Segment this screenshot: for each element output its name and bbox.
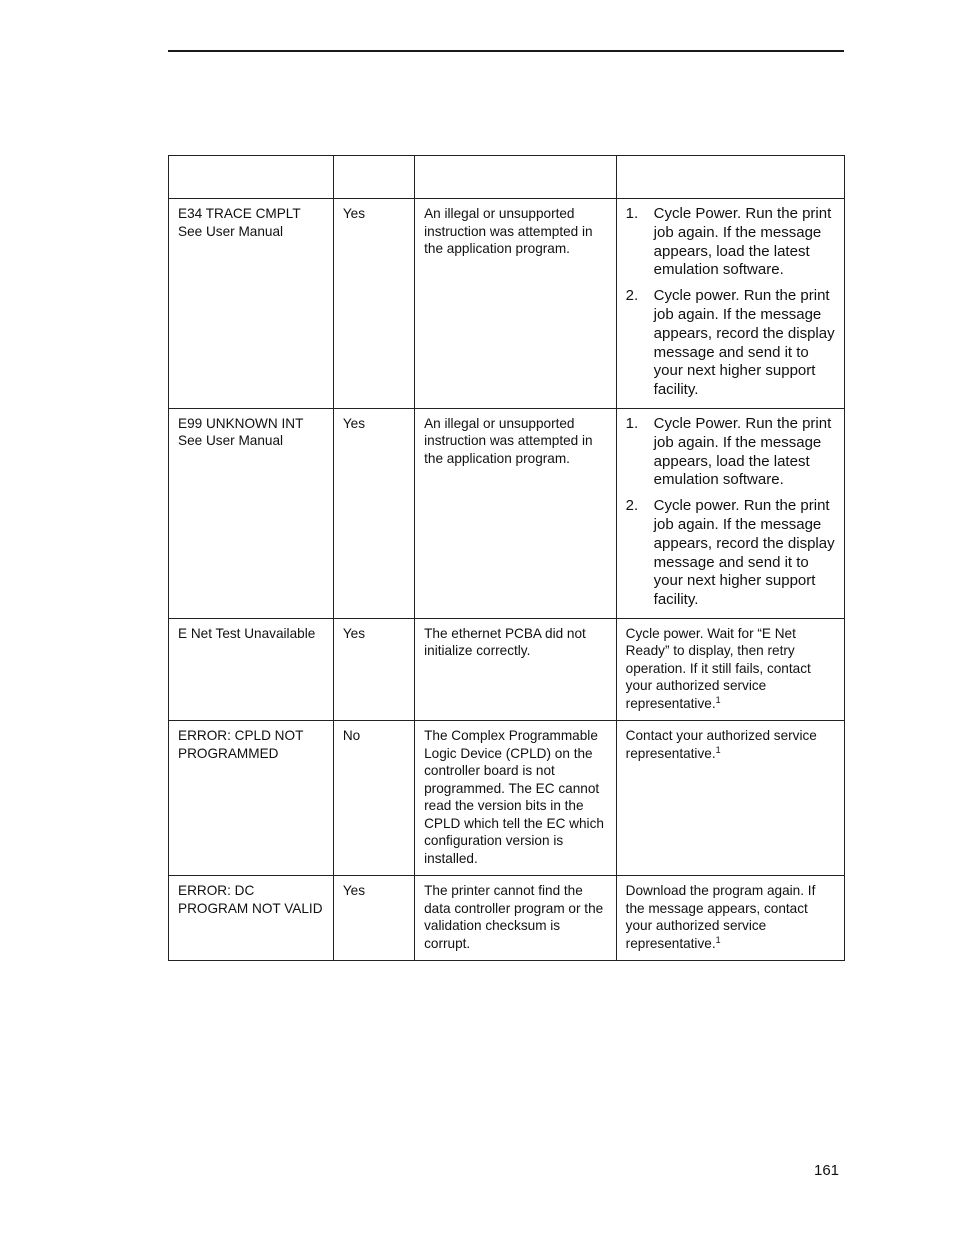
message-cell [169, 876, 334, 961]
explanation-cell: The printer cannot find the data controller program or the validation checksum is corrupt. [415, 876, 617, 961]
header-cell [169, 156, 334, 199]
message-line: ERROR: DC PROGRAM NOT VALID [178, 883, 323, 916]
message-line: E34 TRACE CMPLT [178, 206, 301, 221]
action-step [626, 497, 835, 610]
explanation-cell: An illegal or unsupported instruction was attempted in the application program. [415, 199, 617, 409]
table-row [169, 876, 845, 961]
table-header-row [169, 156, 845, 199]
explanation-cell: The ethernet PCBA did not initialize correctly. [415, 618, 617, 721]
header-cell [616, 156, 844, 199]
step-number: 1. [625, 414, 639, 432]
action-cell [616, 876, 844, 961]
header-rule [168, 50, 844, 52]
flag-cell: Yes [333, 199, 414, 409]
footnote-marker: 1 [715, 744, 721, 755]
step-text: Cycle Power. Run the print job again. If the message appears, load the latest emulation software. [653, 205, 832, 279]
table-row [169, 721, 845, 876]
footnote-marker: 1 [715, 694, 721, 705]
message-line: See User Manual [178, 223, 284, 239]
header-cell [333, 156, 414, 199]
step-text: Cycle power. Run the print job again. If the message appears, record the display message and send it to your next higher support facility. [653, 287, 835, 399]
action-text: Download the program again. If the message appears, contact your authorized service representative. [625, 883, 816, 951]
action-step [626, 415, 835, 490]
table-row [169, 408, 845, 618]
step-number: 1. [625, 205, 639, 222]
action-text: Contact your authorized service representative. [625, 728, 817, 761]
action-cell [616, 721, 844, 876]
action-steps [626, 415, 835, 610]
flag-cell: Yes [333, 618, 414, 721]
explanation-cell: The Complex Programmable Logic Device (CPLD) on the controller board is not programmed. The EC cannot read the version bits in the CPLD which tell the EC which configuration version is installed. [415, 721, 617, 876]
action-cell [616, 408, 844, 618]
flag-cell: Yes [333, 876, 414, 961]
action-step [626, 287, 835, 400]
explanation-cell: An illegal or unsupported instruction was attempted in the application program. [415, 408, 617, 618]
step-number: 2. [625, 287, 639, 305]
message-line: ERROR: CPLD NOT PROGRAMMED [178, 728, 304, 761]
message-cell [169, 408, 334, 618]
message-cell [169, 618, 334, 721]
footnote-marker: 1 [715, 934, 721, 945]
message-line: See User Manual [178, 433, 284, 449]
table-row [169, 618, 845, 721]
flag-cell: Yes [333, 408, 414, 618]
message-cell [169, 721, 334, 876]
page-number: 161 [814, 1162, 840, 1179]
header-cell [415, 156, 617, 199]
action-cell [616, 618, 844, 721]
table-row [169, 199, 845, 409]
error-message-table [168, 155, 845, 961]
step-text: Cycle power. Run the print job again. If the message appears, record the display message and send it to your next higher support facility. [653, 497, 835, 609]
step-number: 2. [625, 497, 639, 515]
step-text: Cycle Power. Run the print job again. If the message appears, load the latest emulation software. [653, 414, 832, 489]
message-line: E99 UNKNOWN INT [178, 415, 304, 431]
action-text: Cycle power. Wait for “E Net Ready” to display, then retry operation. If it still fails, contact your authorized service representative. [625, 625, 811, 711]
message-line: E Net Test Unavailable [178, 625, 316, 641]
flag-cell: No [333, 721, 414, 876]
action-step [626, 205, 835, 280]
action-steps [626, 205, 835, 400]
message-cell [169, 199, 334, 409]
action-cell [616, 199, 844, 409]
